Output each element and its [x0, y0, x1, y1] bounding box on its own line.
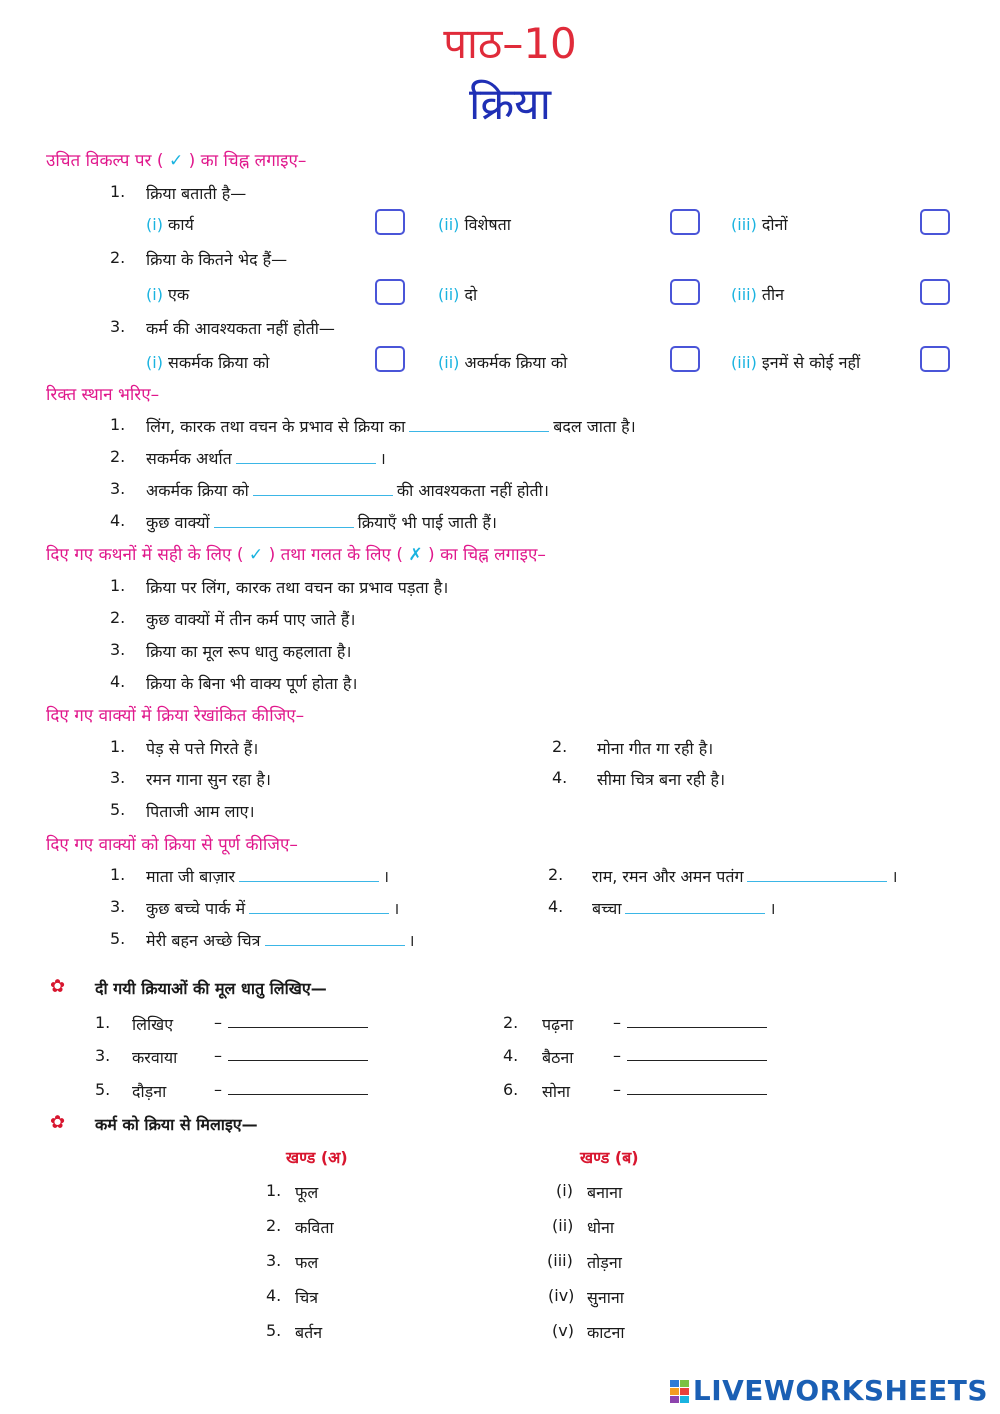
lesson-title: पाठ–10 — [443, 19, 577, 68]
tick-icon: ✓ — [168, 151, 184, 171]
mcq-option: (i) एक — [146, 285, 190, 304]
cs-num: 5. — [110, 929, 126, 948]
match-left-item[interactable]: फूल — [295, 1183, 319, 1202]
complete-heading: दिए गए वाक्यों को क्रिया से पूर्ण कीजिए– — [46, 835, 298, 855]
match-left-num: 4. — [266, 1286, 282, 1305]
mcq-option: (iii) दोनों — [731, 215, 788, 234]
mcq-heading — [46, 148, 306, 171]
blank-input[interactable] — [625, 901, 765, 914]
match-right-num: (iii) — [547, 1251, 573, 1270]
match-right-item[interactable]: बनाना — [587, 1183, 623, 1202]
blank-input[interactable] — [747, 869, 887, 882]
blank-input[interactable] — [249, 901, 389, 914]
column-a-header: खण्ड (अ) — [286, 1148, 348, 1167]
dhatu-num: 5. — [95, 1080, 111, 1099]
answer-line[interactable] — [228, 1015, 368, 1028]
dhatu-item: – — [613, 1046, 767, 1065]
liveworksheets-logo: LIVEWORKSHEETS — [670, 1374, 988, 1407]
mcq-question-text: क्रिया के कितने भेद हैं— — [146, 250, 288, 269]
underline-heading: दिए गए वाक्यों में क्रिया रेखांकित कीजिए– — [46, 706, 305, 726]
match-left-item[interactable]: कविता — [295, 1218, 334, 1237]
match-right-item[interactable]: तोड़ना — [587, 1253, 622, 1272]
column-b-header: खण्ड (ब) — [580, 1148, 639, 1167]
fill-item: अकर्मक क्रिया को की आवश्यकता नहीं होती। — [146, 481, 549, 500]
ul-sentence[interactable]: पेड़ से पत्ते गिरते हैं। — [146, 739, 259, 758]
ul-num: 5. — [110, 800, 126, 819]
dhatu-num: 1. — [95, 1013, 111, 1032]
mcq-option: (ii) अकर्मक क्रिया को — [438, 353, 568, 372]
fill-item: कुछ वाक्यों क्रियाएँ भी पाई जाती हैं। — [146, 513, 497, 532]
dhatu-word: करवाया — [132, 1048, 178, 1067]
checkbox-q2-iii[interactable] — [920, 279, 950, 305]
tf-num: 4. — [110, 672, 126, 691]
fill-item: सकर्मक अर्थात । — [146, 449, 386, 468]
mcq-option: (iii) इनमें से कोई नहीं — [731, 353, 861, 372]
fill-num: 3. — [110, 479, 126, 498]
mcq-option: (i) सकर्मक क्रिया को — [146, 353, 270, 372]
blank-input[interactable] — [409, 419, 549, 432]
ul-sentence[interactable]: पिताजी आम लाए। — [146, 802, 255, 821]
blank-input[interactable] — [239, 869, 379, 882]
match-right-num: (iv) — [548, 1286, 575, 1305]
tick-icon: ✓ — [248, 545, 264, 565]
dhatu-item: – — [613, 1013, 767, 1032]
mcq-option: (i) कार्य — [146, 215, 194, 234]
cs-num: 1. — [110, 865, 126, 884]
match-right-num: (i) — [556, 1181, 573, 1200]
mcq-question: 3. — [110, 317, 126, 336]
ul-sentence[interactable]: रमन गाना सुन रहा है। — [146, 770, 271, 789]
cs-item: बच्चा । — [592, 899, 776, 918]
tf-num: 3. — [110, 640, 126, 659]
cs-item: राम, रमन और अमन पतंग । — [592, 867, 898, 886]
tf-num: 1. — [110, 576, 126, 595]
match-left-num: 1. — [266, 1181, 282, 1200]
dhatu-num: 4. — [503, 1046, 519, 1065]
match-right-item[interactable]: सुनाना — [587, 1288, 624, 1307]
mcq-question-text: क्रिया बताती है— — [146, 184, 247, 203]
mcq-heading-post: ) का चिह्न लगाइए– — [188, 151, 307, 171]
mcq-option: (ii) विशेषता — [438, 215, 511, 234]
answer-line[interactable] — [228, 1082, 368, 1095]
match-left-num: 2. — [266, 1216, 282, 1235]
dhatu-word: दौड़ना — [132, 1082, 167, 1101]
fill-num: 4. — [110, 511, 126, 530]
logo-blocks-icon — [670, 1380, 690, 1404]
ul-num: 1. — [110, 737, 126, 756]
match-right-item[interactable]: धोना — [587, 1218, 615, 1237]
fill-heading: रिक्त स्थान भरिए– — [46, 385, 160, 405]
tf-statement[interactable]: क्रिया पर लिंग, कारक तथा वचन का प्रभाव पड़ता है। — [146, 578, 449, 597]
dhatu-item: – — [214, 1080, 368, 1099]
dhatu-item: – — [214, 1046, 368, 1065]
flower-icon: ✿ — [50, 1112, 66, 1133]
truefalse-heading: दिए गए कथनों में सही के लिए ( ✓ ) तथा गलत के लिए ( ✗ ) का चिह्न लगाइए– — [46, 545, 546, 565]
ul-sentence[interactable]: सीमा चित्र बना रही है। — [597, 770, 726, 789]
mcq-option: (iii) तीन — [731, 285, 785, 304]
flower-icon: ✿ — [50, 976, 66, 997]
cs-item: माता जी बाज़ार । — [146, 867, 390, 886]
cs-item: कुछ बच्चे पार्क में । — [146, 899, 400, 918]
checkbox-q3-ii[interactable] — [670, 346, 700, 372]
answer-line[interactable] — [228, 1048, 368, 1061]
dhatu-num: 2. — [503, 1013, 519, 1032]
checkbox-q1-i[interactable] — [375, 209, 405, 235]
answer-line[interactable] — [627, 1015, 767, 1028]
checkbox-q3-iii[interactable] — [920, 346, 950, 372]
mcq-question: 1. — [110, 182, 126, 201]
dhatu-word: सोना — [542, 1082, 570, 1101]
blank-input[interactable] — [253, 483, 393, 496]
match-left-num: 3. — [266, 1251, 282, 1270]
ul-num: 4. — [552, 768, 568, 787]
match-right-num: (ii) — [552, 1216, 574, 1235]
checkbox-q2-i[interactable] — [375, 279, 405, 305]
checkbox-q2-ii[interactable] — [670, 279, 700, 305]
answer-line[interactable] — [627, 1082, 767, 1095]
fill-item: लिंग, कारक तथा वचन के प्रभाव से क्रिया का बदल जाता है। — [146, 417, 636, 436]
tf-statement[interactable]: कुछ वाक्यों में तीन कर्म पाए जाते हैं। — [146, 610, 356, 629]
match-left-item[interactable]: बर्तन — [295, 1323, 323, 1342]
blank-input[interactable] — [214, 515, 354, 528]
match-right-item[interactable]: काटना — [587, 1323, 625, 1342]
dhatu-num: 6. — [503, 1080, 519, 1099]
cs-num: 3. — [110, 897, 126, 916]
blank-input[interactable] — [265, 933, 405, 946]
cross-icon: ✗ — [408, 545, 423, 565]
dhatu-word: पढ़ना — [542, 1015, 574, 1034]
cs-item: मेरी बहन अच्छे चित्र । — [146, 931, 415, 950]
dhatu-word: लिखिए — [132, 1015, 174, 1034]
dhatu-item: – — [214, 1013, 368, 1032]
dhatu-num: 3. — [95, 1046, 111, 1065]
dhatu-heading: दी गयी क्रियाओं की मूल धातु लिखिए— — [95, 979, 327, 998]
ul-num: 2. — [552, 737, 568, 756]
ul-sentence[interactable]: मोना गीत गा रही है। — [597, 739, 714, 758]
answer-line[interactable] — [627, 1048, 767, 1061]
match-right-num: (v) — [552, 1321, 574, 1340]
blank-input[interactable] — [236, 451, 376, 464]
topic-title: क्रिया — [468, 79, 552, 130]
mcq-question-text: कर्म की आवश्यकता नहीं होती— — [146, 319, 335, 338]
checkbox-q3-i[interactable] — [375, 346, 405, 372]
cs-num: 2. — [548, 865, 564, 884]
cs-num: 4. — [548, 897, 564, 916]
mcq-question: 2. — [110, 248, 126, 267]
mcq-option: (ii) दो — [438, 285, 478, 304]
ul-num: 3. — [110, 768, 126, 787]
tf-statement[interactable]: क्रिया के बिना भी वाक्य पूर्ण होता है। — [146, 674, 358, 693]
match-heading: कर्म को क्रिया से मिलाइए— — [95, 1115, 258, 1134]
match-left-num: 5. — [266, 1321, 282, 1340]
tf-statement[interactable]: क्रिया का मूल रूप धातु कहलाता है। — [146, 642, 352, 661]
mcq-heading-pre: उचित विकल्प पर ( — [46, 151, 164, 171]
checkbox-q1-ii[interactable] — [670, 209, 700, 235]
tf-num: 2. — [110, 608, 126, 627]
dhatu-word: बैठना — [542, 1048, 574, 1067]
match-left-item[interactable]: फल — [295, 1253, 319, 1272]
fill-num: 2. — [110, 447, 126, 466]
fill-num: 1. — [110, 415, 126, 434]
checkbox-q1-iii[interactable] — [920, 209, 950, 235]
match-left-item[interactable]: चित्र — [295, 1288, 319, 1307]
dhatu-item: – — [613, 1080, 767, 1099]
